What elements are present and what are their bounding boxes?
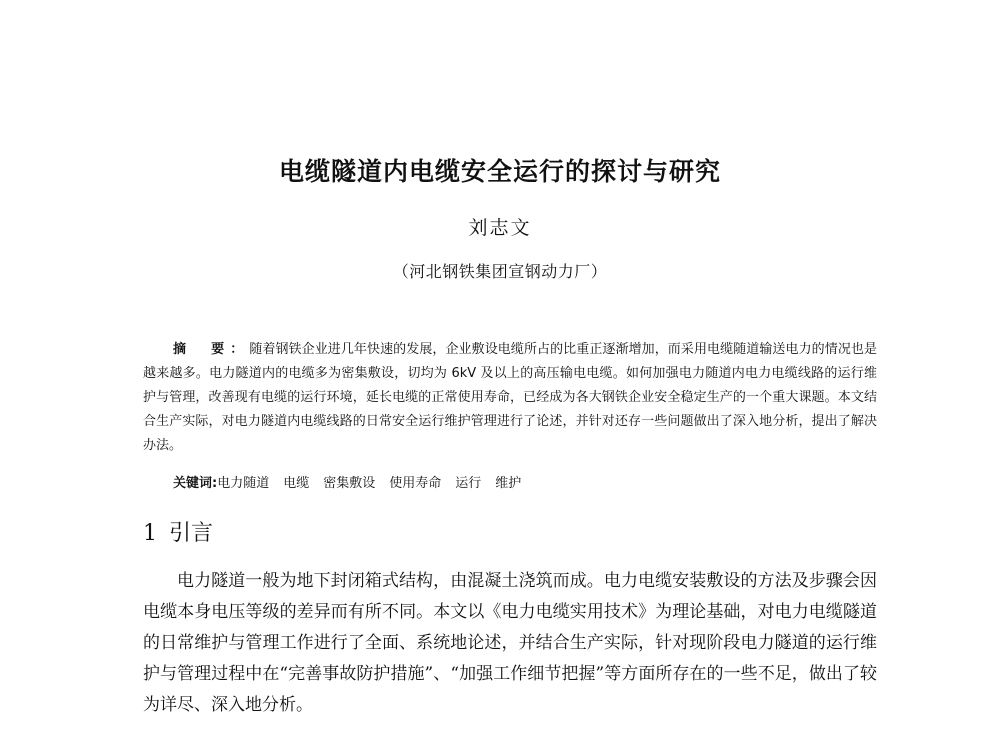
section-number: 1	[143, 521, 157, 546]
abstract-label: 摘 要：	[173, 342, 250, 357]
abstract-text: 随着钢铁企业进几年快速的发展，企业敷设电缆所占的比重正逐渐增加，而采用电缆随道输送电力的情况也是越来越多。电力隧道内的电缆多为密集敷设，切均为 6kV 及以上的高压输电电缆。如何加强电力随道内电力电缆线路的运行维护与管理，改善现有电缆的运行环境，延长电缆的正常使用寿命，已经成为各大钢铁企业安全稳定生产的一个重大课题。本文结合生产实际，对电力隧道内电缆线路的日常安全运行维护管理进行了论述，并针对还存一些问题做出了深入地分析，提出了解决办法。	[143, 342, 877, 453]
keyword-item: 电缆	[283, 476, 310, 491]
keywords-label: 关键词:	[173, 476, 218, 491]
keyword-item: 运行	[455, 476, 482, 491]
section-heading	[143, 516, 213, 547]
abstract	[143, 338, 877, 458]
author-name: 刘志文	[468, 217, 532, 239]
keyword-item: 密集敷设	[323, 476, 376, 491]
paper-title: 电缆隧道内电缆安全运行的探讨与研究	[278, 157, 721, 186]
keywords	[173, 472, 535, 496]
keyword-item: 使用寿命	[389, 476, 442, 491]
keyword-item: 维护	[495, 476, 522, 491]
section-title: 引言	[169, 521, 214, 546]
keyword-item: 电力随道	[217, 476, 270, 491]
author-affiliation: （河北钢铁集团宣钢动力厂）	[392, 262, 608, 281]
intro-paragraph: 电力隧道一般为地下封闭箱式结构，由混凝土浇筑而成。电力电缆安装敷设的方法及步骤会因电缆本身电压等级的差异而有所不同。本文以《电力电缆实用技术》为理论基础，对电力电缆隧道的日常维护与管理工作进行了全面、系统地论述，并结合生产实际，针对现阶段电力隧道的运行维护与管理过程中在“完善事故防护措施”、“加强工作细节把握”等方面所存在的一些不足，做出了较为详尽、深入地分析。	[143, 571, 877, 715]
